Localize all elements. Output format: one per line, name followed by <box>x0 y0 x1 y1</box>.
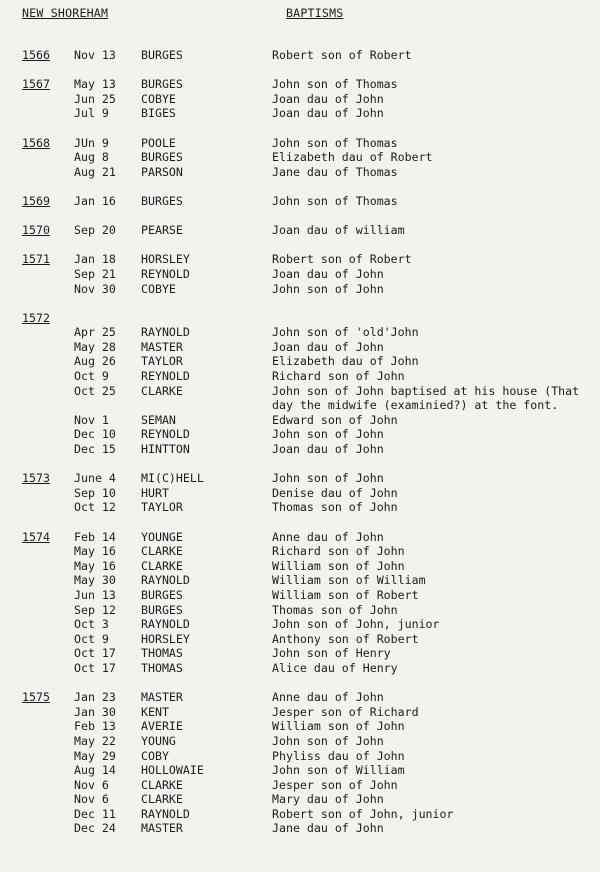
surname: YOUNG <box>141 733 176 748</box>
child-detail: Thomas son of John <box>272 500 398 515</box>
child-detail: Robert son of Robert <box>272 252 412 267</box>
parish-name: NEW SHOREHAM <box>22 6 109 20</box>
baptism-date: Dec 15 <box>74 442 116 457</box>
child-detail: John son of William <box>272 763 405 778</box>
baptism-date: Nov 6 <box>74 792 109 807</box>
table-row <box>0 427 600 442</box>
baptism-register <box>0 48 600 851</box>
baptism-date: Feb 13 <box>74 719 116 734</box>
baptism-date: Apr 25 <box>74 325 116 340</box>
surname: CLARKE <box>141 558 183 573</box>
surname: CLARKE <box>141 544 183 559</box>
surname: PEARSE <box>141 223 183 238</box>
table-row <box>0 573 600 588</box>
child-detail: Robert son of John, junior <box>272 806 454 821</box>
child-detail: Joan dau of william <box>272 223 405 238</box>
table-row <box>0 165 600 180</box>
year-block <box>0 311 600 457</box>
table-row <box>0 442 600 457</box>
child-detail: William son of John <box>272 719 405 734</box>
baptism-date: Feb 14 <box>74 529 116 544</box>
surname: CLARKE <box>141 792 183 807</box>
surname: HORSLEY <box>141 252 190 267</box>
year-label: 1572 <box>22 310 50 325</box>
table-row <box>0 252 600 267</box>
surname: HINTTON <box>141 442 190 457</box>
table-row <box>0 223 600 238</box>
baptism-date: Sep 21 <box>74 266 116 281</box>
surname: BURGES <box>141 602 183 617</box>
child-detail: Joan dau of John <box>272 91 384 106</box>
year-block <box>0 530 600 676</box>
table-row <box>0 325 600 340</box>
child-detail: Joan dau of John <box>272 266 384 281</box>
baptism-date: Oct 17 <box>74 646 116 661</box>
table-row <box>0 734 600 749</box>
baptism-date: Oct 17 <box>74 660 116 675</box>
baptism-date: May 28 <box>74 339 116 354</box>
table-row <box>0 778 600 793</box>
surname: BURGES <box>141 150 183 165</box>
baptism-date: Aug 26 <box>74 354 116 369</box>
surname: RAYNOLD <box>141 573 190 588</box>
baptism-date: Sep 12 <box>74 602 116 617</box>
baptism-date: May 29 <box>74 748 116 763</box>
baptism-date: May 16 <box>74 544 116 559</box>
child-detail: Denise dau of John <box>272 485 398 500</box>
table-row <box>0 282 600 297</box>
child-detail: Richard son of John <box>272 544 405 559</box>
baptism-date: May 30 <box>74 573 116 588</box>
table-row <box>0 690 600 705</box>
baptism-date: Sep 20 <box>74 223 116 238</box>
surname: MASTER <box>141 339 183 354</box>
year-row <box>0 311 600 326</box>
baptism-date: Jan 18 <box>74 252 116 267</box>
table-row <box>0 559 600 574</box>
table-row <box>0 807 600 822</box>
baptism-date: Jul 9 <box>74 106 109 121</box>
year-label: 1569 <box>22 193 50 208</box>
surname: TAYLOR <box>141 500 183 515</box>
baptism-date: June 4 <box>74 471 116 486</box>
baptism-date: Oct 9 <box>74 631 109 646</box>
year-label: 1570 <box>22 223 50 238</box>
note-row <box>0 398 600 413</box>
baptism-date: Oct 3 <box>74 617 109 632</box>
child-detail: Joan dau of John <box>272 106 384 121</box>
surname: BURGES <box>141 193 183 208</box>
child-detail: Mary dau of John <box>272 792 384 807</box>
child-detail: Anne dau of John <box>272 529 384 544</box>
baptism-date: Nov 6 <box>74 777 109 792</box>
surname: REYNOLD <box>141 266 190 281</box>
year-block <box>0 194 600 209</box>
baptism-date: Dec 11 <box>74 806 116 821</box>
year-block <box>0 252 600 296</box>
child-detail: Elizabeth dau of John <box>272 354 419 369</box>
child-detail: William son of John <box>272 558 405 573</box>
surname: POOLE <box>141 135 176 150</box>
year-label: 1575 <box>22 690 50 705</box>
child-detail: John son of John <box>272 281 384 296</box>
table-row <box>0 530 600 545</box>
child-detail: John son of John baptised at his house (That <box>272 383 580 398</box>
table-row <box>0 544 600 559</box>
baptism-date: Jun 25 <box>74 91 116 106</box>
year-label: 1571 <box>22 252 50 267</box>
surname: COBY <box>141 748 169 763</box>
child-detail: John son of Thomas <box>272 77 398 92</box>
surname: RAYNOLD <box>141 325 190 340</box>
surname: BIGES <box>141 106 176 121</box>
baptism-date: Aug 14 <box>74 763 116 778</box>
baptism-date: Aug 21 <box>74 164 116 179</box>
table-row <box>0 603 600 618</box>
table-row <box>0 632 600 647</box>
table-row <box>0 705 600 720</box>
table-row <box>0 588 600 603</box>
baptism-date: Dec 10 <box>74 427 116 442</box>
child-detail: John son of John, junior <box>272 617 440 632</box>
surname: REYNOLD <box>141 427 190 442</box>
baptism-date: Jan 16 <box>74 193 116 208</box>
child-detail: Alice dau of Henry <box>272 660 398 675</box>
surname: MASTER <box>141 821 183 836</box>
entry-note: day the midwife (examinied?) at the font. <box>272 398 559 413</box>
baptism-date: Sep 10 <box>74 485 116 500</box>
table-row <box>0 92 600 107</box>
table-row <box>0 661 600 676</box>
baptism-date: Oct 25 <box>74 383 116 398</box>
child-detail: Anne dau of John <box>272 690 384 705</box>
baptism-date: JUn 9 <box>74 135 109 150</box>
surname: MI(C)HELL <box>141 471 204 486</box>
table-row <box>0 77 600 92</box>
baptism-date: Nov 13 <box>74 48 116 62</box>
table-row <box>0 354 600 369</box>
table-row <box>0 369 600 384</box>
year-label: 1574 <box>22 529 50 544</box>
child-detail: Jane dau of John <box>272 821 384 836</box>
child-detail: Jane dau of Thomas <box>272 164 398 179</box>
table-row <box>0 413 600 428</box>
surname: TAYLOR <box>141 354 183 369</box>
table-row <box>0 821 600 836</box>
table-row <box>0 48 600 63</box>
surname: COBYE <box>141 91 176 106</box>
child-detail: Joan dau of John <box>272 339 384 354</box>
table-row <box>0 719 600 734</box>
child-detail: John son of Thomas <box>272 193 398 208</box>
child-detail: John son of John <box>272 471 384 486</box>
child-detail: Jesper son of John <box>272 777 398 792</box>
surname: KENT <box>141 704 169 719</box>
surname: BURGES <box>141 48 183 62</box>
table-row <box>0 267 600 282</box>
table-row <box>0 763 600 778</box>
baptism-date: Nov 1 <box>74 412 109 427</box>
child-detail: John son of John <box>272 733 384 748</box>
baptism-date: Jan 23 <box>74 690 116 705</box>
child-detail: Joan dau of John <box>272 442 384 457</box>
child-detail: Anthony son of Robert <box>272 631 419 646</box>
child-detail: John son of 'old'John <box>272 325 419 340</box>
year-label: 1573 <box>22 471 50 486</box>
year-block <box>0 223 600 238</box>
table-row <box>0 384 600 399</box>
child-detail: Elizabeth dau of Robert <box>272 150 433 165</box>
baptism-date: Aug 8 <box>74 150 109 165</box>
surname: BURGES <box>141 587 183 602</box>
baptism-date: May 13 <box>74 77 116 92</box>
child-detail: Thomas son of John <box>272 602 398 617</box>
table-row <box>0 792 600 807</box>
child-detail: Jesper son of Richard <box>272 704 419 719</box>
surname: THOMAS <box>141 646 183 661</box>
surname: REYNOLD <box>141 369 190 384</box>
table-row <box>0 150 600 165</box>
surname: AVERIE <box>141 719 183 734</box>
child-detail: Richard son of John <box>272 369 405 384</box>
baptism-date: Jun 13 <box>74 587 116 602</box>
table-row <box>0 646 600 661</box>
surname: HOLLOWAIE <box>141 763 204 778</box>
baptism-date: May 16 <box>74 558 116 573</box>
child-detail: Edward son of John <box>272 412 398 427</box>
page-title: BAPTISMS <box>286 6 344 20</box>
surname: CLARKE <box>141 777 183 792</box>
table-row <box>0 136 600 151</box>
child-detail: Phyliss dau of John <box>272 748 405 763</box>
year-label: 1566 <box>22 48 50 62</box>
year-block <box>0 690 600 836</box>
surname: MASTER <box>141 690 183 705</box>
table-row <box>0 194 600 209</box>
surname: BURGES <box>141 77 183 92</box>
table-row <box>0 471 600 486</box>
table-row <box>0 486 600 501</box>
surname: PARSON <box>141 164 183 179</box>
page-header <box>0 6 600 22</box>
surname: CLARKE <box>141 383 183 398</box>
year-block <box>0 136 600 180</box>
year-label: 1567 <box>22 77 50 92</box>
baptism-date: May 22 <box>74 733 116 748</box>
surname: SEMAN <box>141 412 176 427</box>
child-detail: John son of John <box>272 427 384 442</box>
surname: HORSLEY <box>141 631 190 646</box>
surname: RAYNOLD <box>141 617 190 632</box>
year-block <box>0 471 600 515</box>
child-detail: Robert son of Robert <box>272 48 412 62</box>
table-row <box>0 749 600 764</box>
table-row <box>0 106 600 121</box>
year-block <box>0 77 600 121</box>
child-detail: William son of Robert <box>272 587 419 602</box>
year-block <box>0 48 600 63</box>
child-detail: William son of William <box>272 573 426 588</box>
table-row <box>0 340 600 355</box>
baptism-date: Jan 30 <box>74 704 116 719</box>
year-label: 1568 <box>22 135 50 150</box>
surname: RAYNOLD <box>141 806 190 821</box>
baptism-date: Dec 24 <box>74 821 116 836</box>
baptism-date: Oct 12 <box>74 500 116 515</box>
table-row <box>0 500 600 515</box>
baptism-date: Nov 30 <box>74 281 116 296</box>
baptism-date: Oct 9 <box>74 369 109 384</box>
surname: YOUNGE <box>141 529 183 544</box>
surname: COBYE <box>141 281 176 296</box>
table-row <box>0 617 600 632</box>
surname: HURT <box>141 485 169 500</box>
child-detail: John son of Henry <box>272 646 391 661</box>
child-detail: John son of Thomas <box>272 135 398 150</box>
surname: THOMAS <box>141 660 183 675</box>
